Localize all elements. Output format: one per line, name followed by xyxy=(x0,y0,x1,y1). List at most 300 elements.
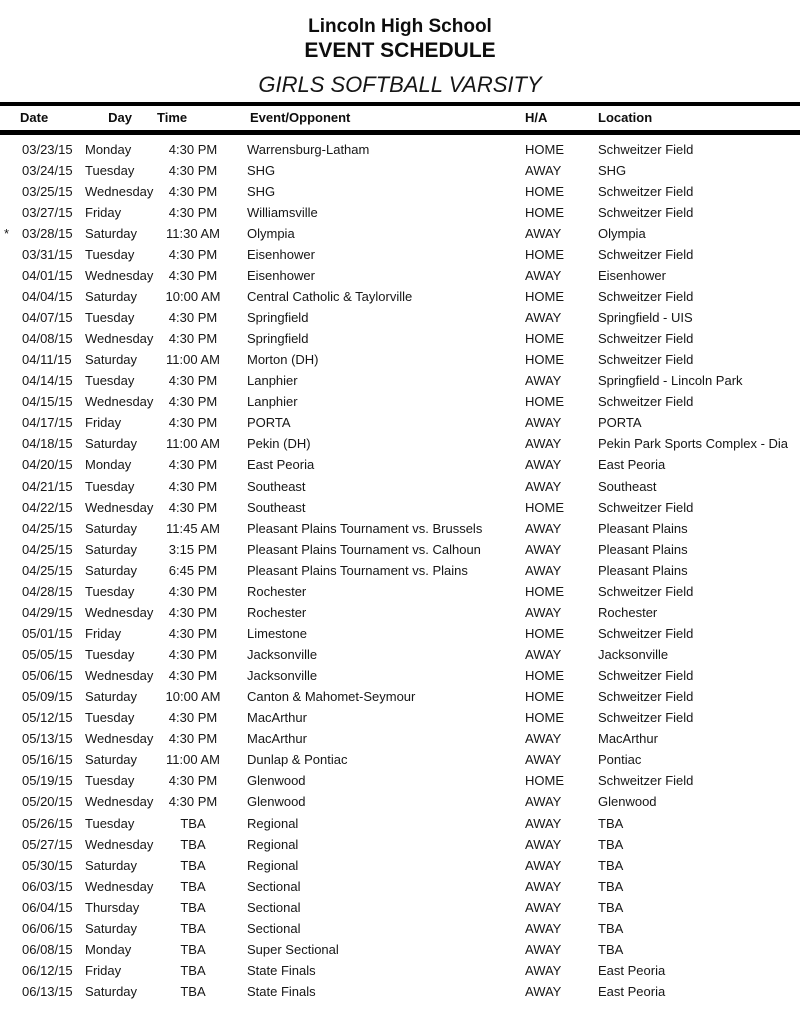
date-cell: 03/31/15 xyxy=(22,246,73,262)
time-cell: 4:30 PM xyxy=(168,773,218,789)
time-cell: 10:00 AM xyxy=(165,288,221,304)
home-away-cell: HOME xyxy=(525,331,564,347)
home-away-cell: AWAY xyxy=(525,478,562,494)
day-cell: Saturday xyxy=(85,562,138,578)
day-cell: Friday xyxy=(85,204,122,220)
time-cell: 4:30 PM xyxy=(168,499,218,515)
date-cell: 05/16/15 xyxy=(22,752,73,768)
home-away-cell: AWAY xyxy=(525,815,562,831)
home-away-cell: HOME xyxy=(525,668,564,684)
event-cell: Glenwood xyxy=(247,773,306,789)
time-cell: 4:30 PM xyxy=(168,794,218,810)
event-cell: Pekin (DH) xyxy=(247,436,311,452)
location-cell: Springfield - Lincoln Park xyxy=(598,373,743,389)
event-cell: Pleasant Plains Tournament vs. Brussels xyxy=(247,520,483,536)
column-header-day: Day xyxy=(108,110,132,125)
date-cell: 06/03/15 xyxy=(22,878,73,894)
home-away-cell: AWAY xyxy=(525,604,562,620)
event-cell: Glenwood xyxy=(247,794,306,810)
event-cell: SHG xyxy=(247,183,276,199)
home-away-cell: AWAY xyxy=(525,647,562,662)
schedule-row xyxy=(0,602,800,623)
event-cell: Eisenhower xyxy=(247,267,315,283)
home-away-cell: HOME xyxy=(525,246,564,262)
location-cell: SHG xyxy=(598,162,627,178)
date-cell: 04/25/15 xyxy=(22,562,73,578)
date-cell: 03/24/15 xyxy=(22,162,73,178)
day-cell: Tuesday xyxy=(85,815,135,831)
home-away-cell: HOME xyxy=(525,183,564,199)
location-cell: Pleasant Plains xyxy=(598,562,688,578)
time-cell: 4:30 PM xyxy=(168,668,218,684)
location-cell: TBA xyxy=(598,920,624,936)
column-header-row xyxy=(0,106,800,130)
home-away-cell: AWAY xyxy=(525,415,562,431)
schedule-row xyxy=(0,307,800,328)
day-cell: Wednesday xyxy=(85,668,154,684)
location-cell: Schweitzer Field xyxy=(598,668,694,684)
day-cell: Wednesday xyxy=(85,878,154,894)
home-away-cell: AWAY xyxy=(525,941,562,957)
time-cell: 11:45 AM xyxy=(166,520,220,536)
event-cell: Olympia xyxy=(247,225,295,241)
schedule-row xyxy=(0,370,800,391)
day-cell: Saturday xyxy=(85,520,138,536)
home-away-cell: AWAY xyxy=(525,457,562,473)
day-cell: Saturday xyxy=(85,857,138,873)
schedule-row xyxy=(0,644,800,665)
event-cell: Jacksonville xyxy=(247,647,318,662)
event-cell: Southeast xyxy=(247,499,306,515)
event-cell: Dunlap & Pontiac xyxy=(247,752,348,768)
day-cell: Saturday xyxy=(85,541,138,557)
home-away-cell: AWAY xyxy=(525,984,562,999)
home-away-cell: AWAY xyxy=(525,310,562,325)
schedule-rows xyxy=(0,139,800,1003)
event-cell: Regional xyxy=(247,857,299,873)
date-cell: 03/28/15 xyxy=(22,225,73,241)
schedule-row xyxy=(0,223,800,244)
location-cell: MacArthur xyxy=(598,731,658,747)
schedule-row xyxy=(0,981,800,1002)
home-away-cell: HOME xyxy=(525,352,564,368)
date-cell: 05/06/15 xyxy=(22,668,73,684)
event-cell: Warrensburg-Latham xyxy=(247,141,370,157)
schedule-row xyxy=(0,813,800,834)
schedule-row xyxy=(0,560,800,581)
event-cell: State Finals xyxy=(247,984,316,999)
date-cell: 03/23/15 xyxy=(22,141,73,157)
team-title: GIRLS SOFTBALL VARSITY xyxy=(258,72,542,97)
date-cell: 04/18/15 xyxy=(22,436,73,452)
day-cell: Tuesday xyxy=(85,310,135,325)
location-cell: Schweitzer Field xyxy=(598,625,694,641)
date-cell: 04/25/15 xyxy=(22,541,73,557)
date-cell: 06/04/15 xyxy=(22,899,73,915)
schedule-row xyxy=(0,139,800,160)
day-cell: Tuesday xyxy=(85,246,135,262)
schedule-row xyxy=(0,834,800,855)
day-cell: Saturday xyxy=(85,984,138,999)
day-cell: Wednesday xyxy=(85,836,154,852)
time-cell: 4:30 PM xyxy=(168,267,218,283)
day-cell: Monday xyxy=(85,941,132,957)
home-away-cell: AWAY xyxy=(525,920,562,936)
schedule-row xyxy=(0,581,800,602)
day-cell: Friday xyxy=(85,415,122,431)
event-cell: East Peoria xyxy=(247,457,315,473)
date-cell: 03/27/15 xyxy=(22,204,73,220)
date-cell: 06/12/15 xyxy=(22,962,73,978)
time-cell: 4:30 PM xyxy=(168,731,218,747)
event-cell: Regional xyxy=(247,836,299,852)
location-cell: East Peoria xyxy=(598,962,666,978)
time-cell: 4:30 PM xyxy=(168,310,218,325)
event-cell: Sectional xyxy=(247,920,301,936)
time-cell: 4:30 PM xyxy=(168,246,218,262)
time-cell: TBA xyxy=(180,836,206,852)
home-away-cell: AWAY xyxy=(525,562,562,578)
time-cell: 4:30 PM xyxy=(168,647,218,662)
day-cell: Saturday xyxy=(85,225,138,241)
home-away-cell: HOME xyxy=(525,394,564,410)
schedule-row xyxy=(0,244,800,265)
schedule-row xyxy=(0,623,800,644)
event-cell: Springfield xyxy=(247,331,309,347)
schedule-row xyxy=(0,686,800,707)
time-cell: 4:30 PM xyxy=(168,457,218,473)
location-cell: Schweitzer Field xyxy=(598,352,694,368)
location-cell: Schweitzer Field xyxy=(598,710,694,726)
event-cell: Pleasant Plains Tournament vs. Plains xyxy=(247,562,468,578)
event-cell: Lanphier xyxy=(247,373,298,389)
day-cell: Wednesday xyxy=(85,394,154,410)
location-cell: Glenwood xyxy=(598,794,657,810)
event-cell: SHG xyxy=(247,162,276,178)
home-away-cell: HOME xyxy=(525,499,564,515)
time-cell: TBA xyxy=(180,878,206,894)
event-cell: Lanphier xyxy=(247,394,298,410)
home-away-cell: AWAY xyxy=(525,436,562,452)
event-cell: PORTA xyxy=(247,415,291,431)
location-cell: Schweitzer Field xyxy=(598,246,694,262)
column-header-home-away: H/A xyxy=(525,110,548,125)
event-cell: Pleasant Plains Tournament vs. Calhoun xyxy=(247,541,481,557)
home-away-cell: HOME xyxy=(525,583,564,599)
page-title: EVENT SCHEDULE xyxy=(304,39,496,62)
event-cell: Rochester xyxy=(247,583,307,599)
event-cell: Jacksonville xyxy=(247,668,318,684)
date-cell: 04/08/15 xyxy=(22,331,73,347)
schedule-row xyxy=(0,728,800,749)
time-cell: TBA xyxy=(180,899,206,915)
date-cell: 04/20/15 xyxy=(22,457,73,473)
location-cell: Schweitzer Field xyxy=(598,499,694,515)
header-bottom-rule xyxy=(0,130,800,135)
location-cell: Rochester xyxy=(598,604,658,620)
time-cell: 3:15 PM xyxy=(168,541,218,557)
event-cell: State Finals xyxy=(247,962,316,978)
location-cell: East Peoria xyxy=(598,984,666,999)
time-cell: 10:00 AM xyxy=(165,689,221,705)
day-cell: Wednesday xyxy=(85,267,154,283)
date-cell: 04/14/15 xyxy=(22,373,73,389)
location-cell: TBA xyxy=(598,941,624,957)
date-cell: 04/17/15 xyxy=(22,415,73,431)
day-cell: Tuesday xyxy=(85,647,135,662)
day-cell: Saturday xyxy=(85,752,138,768)
date-cell: 05/30/15 xyxy=(22,857,73,873)
day-cell: Tuesday xyxy=(85,478,135,494)
event-cell: Morton (DH) xyxy=(247,352,319,368)
day-cell: Monday xyxy=(85,141,132,157)
day-cell: Wednesday xyxy=(85,731,154,747)
event-cell: MacArthur xyxy=(247,710,307,726)
schedule-row xyxy=(0,497,800,518)
schedule-row xyxy=(0,518,800,539)
schedule-row xyxy=(0,202,800,223)
schedule-row xyxy=(0,412,800,433)
date-cell: 04/01/15 xyxy=(22,267,73,283)
time-cell: 4:30 PM xyxy=(168,604,218,620)
date-cell: 06/13/15 xyxy=(22,984,73,999)
day-cell: Saturday xyxy=(85,920,138,936)
time-cell: 4:30 PM xyxy=(168,625,218,641)
date-cell: 04/25/15 xyxy=(22,520,73,536)
time-cell: 4:30 PM xyxy=(168,478,218,494)
day-cell: Wednesday xyxy=(85,331,154,347)
home-away-cell: HOME xyxy=(525,141,564,157)
time-cell: 4:30 PM xyxy=(168,394,218,410)
date-cell: 05/05/15 xyxy=(22,647,73,662)
time-cell: 4:30 PM xyxy=(168,373,218,389)
location-cell: Southeast xyxy=(598,478,657,494)
location-cell: Eisenhower xyxy=(598,267,666,283)
home-away-cell: AWAY xyxy=(525,857,562,873)
location-cell: Schweitzer Field xyxy=(598,204,694,220)
event-cell: Southeast xyxy=(247,478,306,494)
date-cell: 04/22/15 xyxy=(22,499,73,515)
home-away-cell: AWAY xyxy=(525,225,562,241)
schedule-row xyxy=(0,286,800,307)
home-away-cell: HOME xyxy=(525,710,564,726)
home-away-cell: HOME xyxy=(525,625,564,641)
event-cell: MacArthur xyxy=(247,731,307,747)
time-cell: TBA xyxy=(180,984,206,999)
day-cell: Tuesday xyxy=(85,162,135,178)
time-cell: 11:00 AM xyxy=(166,436,220,452)
event-cell: Sectional xyxy=(247,899,301,915)
date-cell: 05/26/15 xyxy=(22,815,73,831)
row-flag: * xyxy=(4,225,10,241)
location-cell: East Peoria xyxy=(598,457,666,473)
date-cell: 04/15/15 xyxy=(22,394,73,410)
time-cell: 6:45 PM xyxy=(168,562,218,578)
event-cell: Super Sectional xyxy=(247,941,339,957)
schedule-row xyxy=(0,328,800,349)
home-away-cell: AWAY xyxy=(525,836,562,852)
home-away-cell: AWAY xyxy=(525,162,562,178)
home-away-cell: AWAY xyxy=(525,520,562,536)
home-away-cell: HOME xyxy=(525,204,564,220)
location-cell: Schweitzer Field xyxy=(598,141,694,157)
location-cell: PORTA xyxy=(598,415,642,431)
date-cell: 05/01/15 xyxy=(22,625,73,641)
time-cell: 4:30 PM xyxy=(168,415,218,431)
day-cell: Saturday xyxy=(85,436,138,452)
location-cell: TBA xyxy=(598,857,624,873)
schedule-row xyxy=(0,391,800,412)
location-cell: Schweitzer Field xyxy=(598,583,694,599)
location-cell: Olympia xyxy=(598,225,646,241)
time-cell: 4:30 PM xyxy=(168,141,218,157)
day-cell: Saturday xyxy=(85,689,138,705)
day-cell: Tuesday xyxy=(85,773,135,789)
time-cell: 4:30 PM xyxy=(168,331,218,347)
day-cell: Wednesday xyxy=(85,604,154,620)
location-cell: Pekin Park Sports Complex - Dia xyxy=(598,436,789,452)
time-cell: TBA xyxy=(180,920,206,936)
schedule-row xyxy=(0,454,800,475)
location-cell: Schweitzer Field xyxy=(598,773,694,789)
event-cell: Central Catholic & Taylorville xyxy=(247,288,413,304)
event-cell: Eisenhower xyxy=(247,246,315,262)
home-away-cell: AWAY xyxy=(525,878,562,894)
day-cell: Tuesday xyxy=(85,583,135,599)
location-cell: Jacksonville xyxy=(598,647,669,662)
time-cell: TBA xyxy=(180,857,206,873)
event-cell: Limestone xyxy=(247,625,307,641)
schedule-row xyxy=(0,939,800,960)
day-cell: Saturday xyxy=(85,352,138,368)
home-away-cell: AWAY xyxy=(525,899,562,915)
location-cell: Pleasant Plains xyxy=(598,541,688,557)
schedule-row xyxy=(0,918,800,939)
date-cell: 05/12/15 xyxy=(22,710,73,726)
location-cell: Schweitzer Field xyxy=(598,394,694,410)
location-cell: Schweitzer Field xyxy=(598,331,694,347)
location-cell: Schweitzer Field xyxy=(598,689,694,705)
home-away-cell: AWAY xyxy=(525,962,562,978)
location-cell: TBA xyxy=(598,836,624,852)
schedule-row xyxy=(0,749,800,770)
date-cell: 04/28/15 xyxy=(22,583,73,599)
schedule-row xyxy=(0,897,800,918)
schedule-row xyxy=(0,960,800,981)
schedule-row xyxy=(0,349,800,370)
schedule-row xyxy=(0,665,800,686)
time-cell: 4:30 PM xyxy=(168,183,218,199)
event-cell: Springfield xyxy=(247,310,309,325)
day-cell: Tuesday xyxy=(85,373,135,389)
schedule-row xyxy=(0,791,800,812)
schedule-row xyxy=(0,876,800,897)
time-cell: 11:00 AM xyxy=(166,352,220,368)
time-cell: 4:30 PM xyxy=(168,583,218,599)
day-cell: Tuesday xyxy=(85,710,135,726)
location-cell: Pontiac xyxy=(598,752,642,768)
schedule-row xyxy=(0,770,800,791)
location-cell: Springfield - UIS xyxy=(598,310,693,325)
day-cell: Wednesday xyxy=(85,183,154,199)
time-cell: TBA xyxy=(180,941,206,957)
schedule-row xyxy=(0,476,800,497)
date-cell: 06/08/15 xyxy=(22,941,73,957)
day-cell: Wednesday xyxy=(85,794,154,810)
schedule-row xyxy=(0,265,800,286)
schedule-row xyxy=(0,539,800,560)
day-cell: Friday xyxy=(85,962,122,978)
home-away-cell: AWAY xyxy=(525,373,562,389)
time-cell: 4:30 PM xyxy=(168,204,218,220)
event-cell: Regional xyxy=(247,815,299,831)
day-cell: Thursday xyxy=(85,899,140,915)
date-cell: 04/04/15 xyxy=(22,288,73,304)
schedule-row xyxy=(0,855,800,876)
date-cell: 04/11/15 xyxy=(22,352,72,368)
schedule-row xyxy=(0,433,800,454)
home-away-cell: AWAY xyxy=(525,267,562,283)
day-cell: Wednesday xyxy=(85,499,154,515)
event-cell: Williamsville xyxy=(247,204,318,220)
time-cell: 11:30 AM xyxy=(166,225,220,241)
column-header-time: Time xyxy=(157,110,188,125)
time-cell: TBA xyxy=(180,815,206,831)
location-cell: TBA xyxy=(598,899,624,915)
date-cell: 05/13/15 xyxy=(22,731,73,747)
schedule-row xyxy=(0,707,800,728)
date-cell: 04/21/15 xyxy=(22,478,73,494)
location-cell: Schweitzer Field xyxy=(598,288,694,304)
location-cell: Pleasant Plains xyxy=(598,520,688,536)
school-name: Lincoln High School xyxy=(308,16,492,37)
home-away-cell: AWAY xyxy=(525,794,562,810)
home-away-cell: AWAY xyxy=(525,541,562,557)
location-cell: TBA xyxy=(598,815,624,831)
date-cell: 04/29/15 xyxy=(22,604,73,620)
day-cell: Monday xyxy=(85,457,132,473)
schedule-row xyxy=(0,181,800,202)
date-cell: 05/20/15 xyxy=(22,794,73,810)
home-away-cell: HOME xyxy=(525,288,564,304)
day-cell: Friday xyxy=(85,625,122,641)
event-cell: Canton & Mahomet-Seymour xyxy=(247,689,416,705)
date-cell: 06/06/15 xyxy=(22,920,73,936)
date-cell: 05/19/15 xyxy=(22,773,73,789)
date-cell: 03/25/15 xyxy=(22,183,73,199)
schedule-row xyxy=(0,160,800,181)
column-header-event: Event/Opponent xyxy=(250,110,351,125)
home-away-cell: AWAY xyxy=(525,731,562,747)
location-cell: TBA xyxy=(598,878,624,894)
home-away-cell: AWAY xyxy=(525,752,562,768)
date-cell: 05/09/15 xyxy=(22,689,73,705)
event-cell: Rochester xyxy=(247,604,307,620)
time-cell: TBA xyxy=(180,962,206,978)
time-cell: 11:00 AM xyxy=(166,752,220,768)
event-cell: Sectional xyxy=(247,878,301,894)
column-header-date: Date xyxy=(20,110,49,125)
day-cell: Saturday xyxy=(85,288,138,304)
time-cell: 4:30 PM xyxy=(168,162,218,178)
date-cell: 04/07/15 xyxy=(22,310,73,325)
time-cell: 4:30 PM xyxy=(168,710,218,726)
home-away-cell: HOME xyxy=(525,689,564,705)
column-header-location: Location xyxy=(598,110,653,125)
location-cell: Schweitzer Field xyxy=(598,183,694,199)
home-away-cell: HOME xyxy=(525,773,564,789)
date-cell: 05/27/15 xyxy=(22,836,73,852)
